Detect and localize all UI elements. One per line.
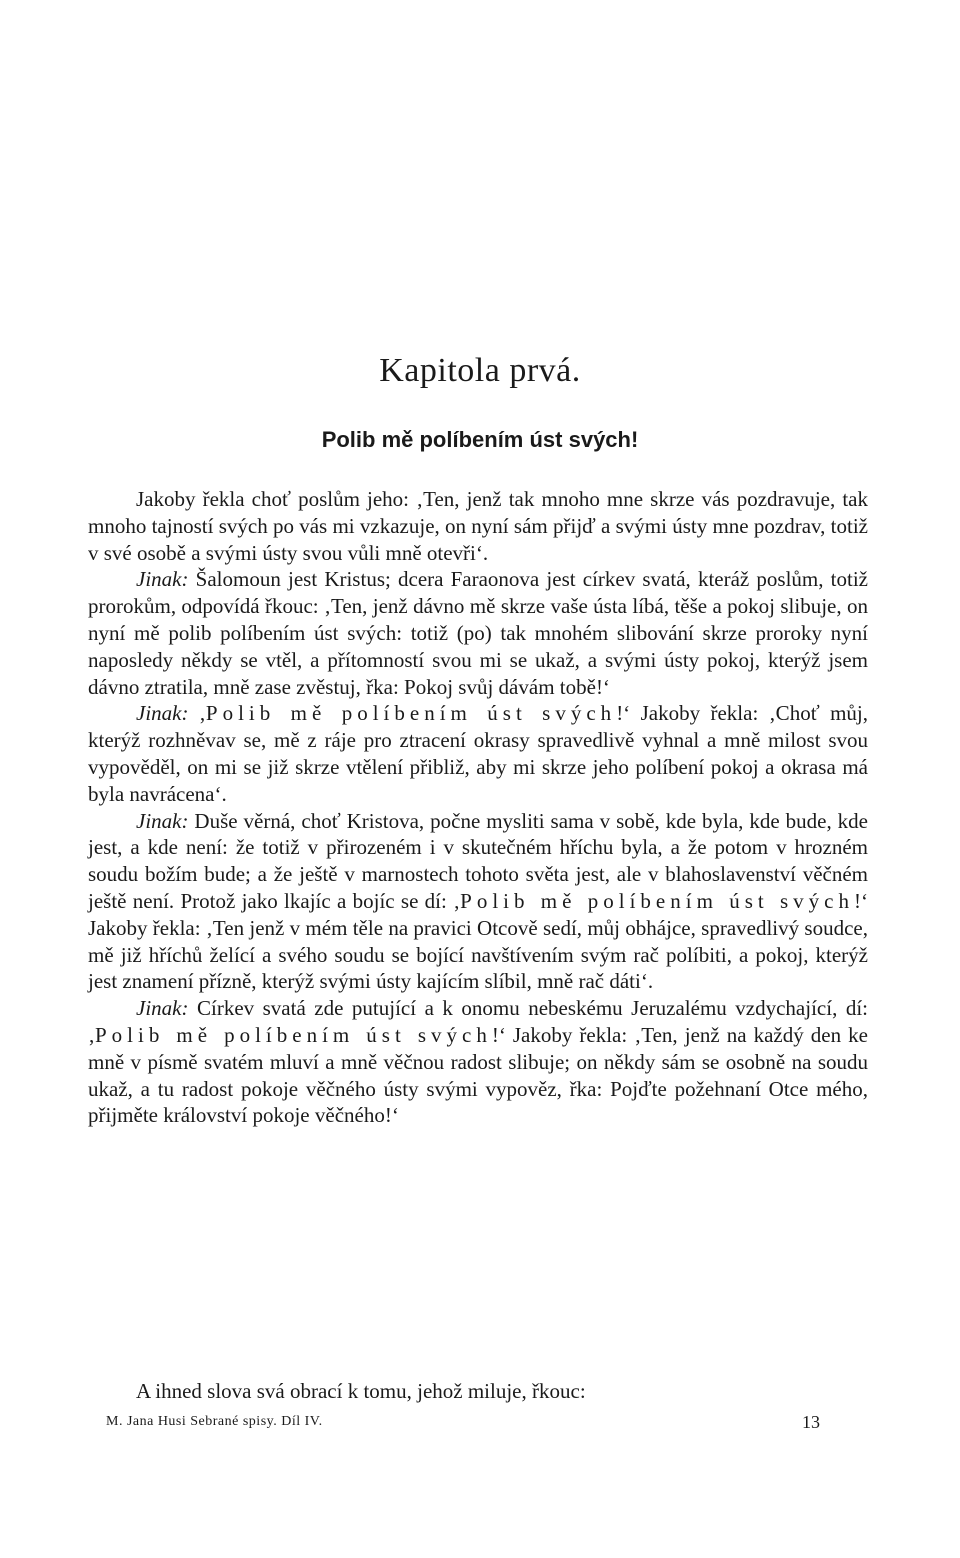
paragraph-text: !‘ Jakoby řekla: ‚Ten jenž v mém těle na pravici Otcově sedí, můj obhájce, spravedlivý soudce, mě již hříchů želící a svého soudu se bojící navštívením svým rač políbiti, a pokoj, kterýž jest znamení přízně, kterýž svými ústy kajícím slíbil, mně rač dáti‘.	[88, 888, 869, 994]
spaced-quote: Polib mě políbením úst svých	[460, 888, 855, 913]
paragraph-label: Jinak:	[136, 808, 189, 833]
chapter-title: Kapitola prvá.	[379, 352, 581, 389]
paragraph-text: Jakoby řekla choť poslům jeho: ‚Ten, jenž tak mnoho mne skrze vás pozdravuje, tak mnoho tajností svých po vás mi vzkazuje, on nyní sám přijď a svými ústy mne pozdrav, totiž v své osobě a svými ústy svou vůli mně otevři‘.	[88, 487, 868, 565]
paragraph-text-before: Církev svatá zde putující a k onomu nebeskému Jeruzalému vzdychající, dí: ‚	[88, 996, 868, 1047]
paragraph-text-before: ‚	[188, 701, 206, 726]
paragraph-label: Jinak:	[136, 701, 189, 726]
closing-line: A ihned slova svá obrací k tomu, jehož miluje, řkouc:	[136, 1379, 586, 1403]
paragraph-label: Jinak:	[136, 567, 189, 592]
paragraph	[88, 995, 868, 1129]
paragraph-text-before: Duše věrná, choť Kristova, počne mysliti sama v sobě, kde byla, kde bude, kde jest, a kde není: že totiž v přirozeném i v skutečném hříchu byla, a že potom v hrozném soudu božím bude; a že ještě v marnostech tohoto světa jest, ale v blahoslavenství věčném ještě není. Protož jako lkajíc a bojíc se dí: ‚	[88, 808, 868, 913]
paragraph	[88, 808, 868, 996]
paragraph-text: !‘ Jakoby řekla: ‚Ten, jenž na každý den ke mně v písmě svatém mluví a mně věčnou radost slibuje; on někdy sám se osobně na soudu ukaž, a tu radost pokoje věčného ústy svými vypověz, řka: Pojďte požehnaní Otce mého, přijměte království pokoje věčného!‘	[88, 1022, 868, 1128]
paragraph-label: Jinak:	[136, 996, 189, 1021]
section-heading: Polib mě políbením úst svých!	[321, 427, 639, 452]
body-text	[88, 486, 868, 1129]
footer-source: M. Jana Husi Sebrané spisy. Díl IV.	[106, 1414, 323, 1429]
paragraph	[88, 566, 868, 700]
spaced-quote: Polib mě políbením úst svých	[95, 1022, 492, 1047]
paragraph-text: !‘ Jakoby řekla: ‚Choť můj, kterýž rozhněvav se, mě z ráje pro ztracení okrasy spravedlivě vyhnal a mně milost svou vypověděl, on mi se již skrze vtělení přibliž, aby mi skrze jeho políbení pokoj a okrasa má byla navrácena‘.	[88, 701, 868, 806]
page-footer	[88, 1412, 868, 1436]
paragraph	[88, 486, 868, 566]
spaced-quote: Polib mě políbením úst svých	[205, 701, 617, 726]
page-number: 13	[802, 1412, 820, 1432]
paragraph-text: Šalomoun jest Kristus; dcera Faraonova jest církev svatá, kteráž poslům, totiž prorokům, odpovídá řkouc: ‚Ten, jenž dávno mě skrze vaše ústa líbá, těše a pokoj slibuje, on nyní mě polib políbením úst svých: totiž (po) tak mnohém slibování skrze proroky nyní naposledy někdy se vtěl, a přítomností svou mi se ukaž, a svými ústy pokoj, kterýž jsem dávno ztratila, mně zase zvěstuj, řka: Pokoj svůj dávám tobě!‘	[88, 567, 868, 699]
paragraph	[88, 700, 868, 807]
